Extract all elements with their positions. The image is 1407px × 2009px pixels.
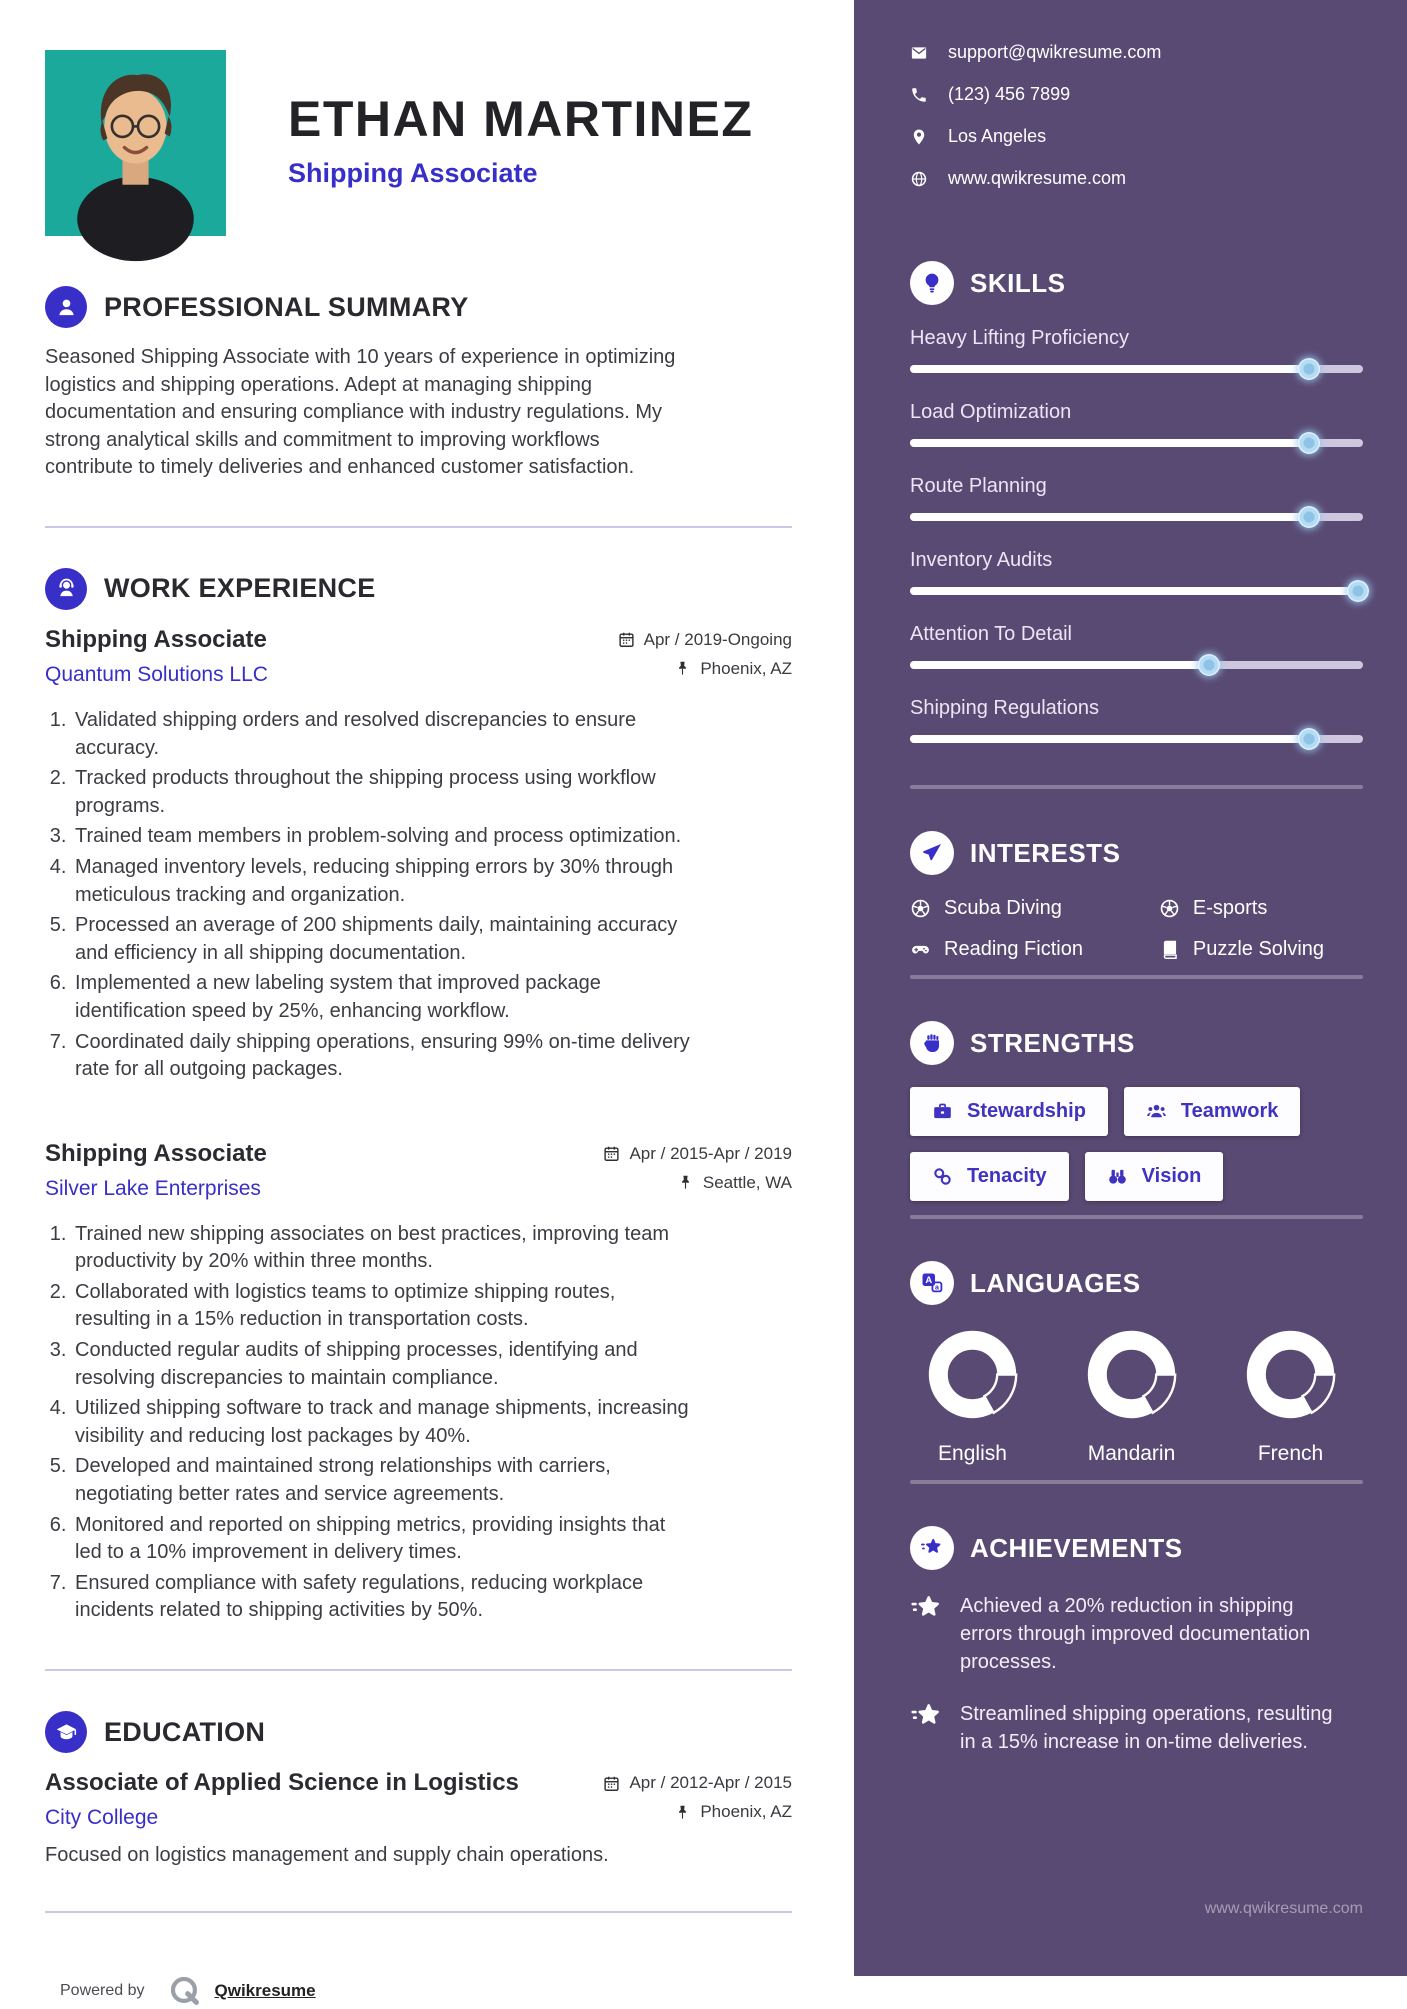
language-name: Mandarin xyxy=(1087,1442,1176,1465)
interests-list xyxy=(910,897,1363,961)
school-link[interactable]: City College xyxy=(45,1806,159,1829)
headset-person-icon xyxy=(45,568,87,610)
fist-icon xyxy=(910,1021,954,1065)
interest-label: Reading Fiction xyxy=(944,938,1083,960)
skill-name: Load Optimization xyxy=(910,401,1072,423)
skill-slider-track xyxy=(910,513,1363,521)
language-item xyxy=(1069,1327,1194,1466)
interests-section xyxy=(910,831,1363,961)
skill-slider-fill xyxy=(910,513,1309,521)
avatar-illustration xyxy=(45,50,226,236)
chain-link-icon xyxy=(932,1166,953,1187)
skill-slider-track xyxy=(910,365,1363,373)
skill-item xyxy=(910,327,1363,373)
bullet-item: 1. Validated shipping orders and resolved discrepancies to ensure accuracy. xyxy=(72,707,693,762)
strength-label: Vision xyxy=(1141,1165,1202,1187)
identity-header xyxy=(45,50,792,236)
bullet-item: 4. Managed inventory levels, reducing shipping errors by 30% through meticulous tracking and organization. xyxy=(72,854,693,909)
interest-item xyxy=(910,897,1151,920)
strength-chip xyxy=(1085,1152,1224,1201)
powered-by-footer xyxy=(45,1973,792,2009)
pushpin-icon xyxy=(674,660,691,677)
strengths-list xyxy=(910,1087,1350,1201)
summary-heading: PROFESSIONAL SUMMARY xyxy=(104,291,469,322)
binoculars-icon xyxy=(1107,1166,1128,1187)
language-name: French xyxy=(1257,1442,1324,1465)
achievements-section xyxy=(910,1526,1363,1756)
education-dates: Apr / 2012-Apr / 2015 xyxy=(629,1773,792,1792)
strength-chip xyxy=(1124,1087,1300,1136)
divider xyxy=(45,1669,792,1671)
interest-item xyxy=(910,938,1151,961)
qwikresume-logo-icon xyxy=(167,1973,203,2009)
job-title: Shipping Associate xyxy=(45,1139,267,1167)
skill-slider-fill xyxy=(910,587,1358,595)
company-link[interactable]: Quantum Solutions LLC xyxy=(45,662,268,686)
job-location: Seattle, WA xyxy=(702,1172,792,1192)
skill-slider-thumb[interactable] xyxy=(1347,580,1369,602)
bullet-item: 4. Utilized shipping software to track and manage shipments, increasing visibility and reducing lost packages by 40%. xyxy=(72,1395,693,1450)
interests-heading: INTERESTS xyxy=(970,837,1121,868)
skill-item xyxy=(910,697,1363,743)
contact-item xyxy=(910,168,1363,189)
svg-text:A: A xyxy=(925,1275,933,1287)
globe-icon xyxy=(910,170,928,188)
job-title: Shipping Associate xyxy=(45,625,267,653)
skill-slider-thumb[interactable] xyxy=(1198,654,1220,676)
job-entry xyxy=(45,626,792,1084)
envelope-icon xyxy=(910,44,928,62)
achievements-heading: ACHIEVEMENTS xyxy=(970,1532,1183,1563)
education-location: Phoenix, AZ xyxy=(700,1802,792,1821)
bullet-item: 2. Tracked products throughout the shipping process using workflow programs. xyxy=(72,765,693,820)
user-icon xyxy=(45,286,87,328)
language-donut xyxy=(1243,1327,1338,1422)
briefcase-icon xyxy=(932,1101,953,1122)
strength-chip xyxy=(910,1087,1108,1136)
strengths-section xyxy=(910,1021,1363,1201)
language-name: English xyxy=(938,1442,1007,1465)
education-section xyxy=(45,1711,792,1867)
pushpin-icon xyxy=(674,1804,691,1821)
bullet-item: 6. Monitored and reported on shipping metrics, providing insights that led to a 10% improvement in delivery times. xyxy=(72,1512,693,1567)
achievements-list xyxy=(910,1592,1363,1756)
gamepad-icon xyxy=(910,939,931,960)
interest-label: E-sports xyxy=(1192,897,1268,919)
divider xyxy=(910,785,1363,789)
interest-label: Scuba Diving xyxy=(944,897,1062,919)
skill-item xyxy=(910,549,1363,595)
calendar-icon xyxy=(603,1145,620,1162)
shooting-star-icon xyxy=(910,1526,954,1570)
language-donut xyxy=(925,1327,1020,1422)
soccer-ball-icon xyxy=(910,898,931,919)
skills-heading: SKILLS xyxy=(970,267,1066,298)
shooting-star-icon xyxy=(910,1592,944,1626)
skill-name: Inventory Audits xyxy=(910,549,1053,571)
soccer-ball-icon xyxy=(1159,898,1180,919)
summary-text: Seasoned Shipping Associate with 10 years of experience in optimizing logistics and shipping operations. Adept at managing shipping documentation and ensuring compliance with industry regulations. My strong analytical skills and commitment to improving workflows contribute to timely deliveries and enhanced customer satisfaction. xyxy=(45,346,676,479)
bullet-item: 5. Processed an average of 200 shipments daily, maintaining accuracy and efficiency in all shipping documentation. xyxy=(72,912,693,967)
team-icon xyxy=(1146,1101,1167,1122)
map-pin-icon xyxy=(910,128,928,146)
skill-slider-fill xyxy=(910,735,1309,743)
book-icon xyxy=(1159,939,1180,960)
education-note: Focused on logistics management and supply chain operations. xyxy=(45,1844,609,1866)
degree-title: Associate of Applied Science in Logistics xyxy=(45,1769,519,1796)
language-item xyxy=(1228,1327,1353,1466)
sidebar-watermark: www.qwikresume.com xyxy=(1204,1900,1363,1917)
bullet-item: 5. Developed and maintained strong relationships with carriers, negotiating better rates and service agreements. xyxy=(72,1453,693,1508)
job-location: Phoenix, AZ xyxy=(700,658,792,678)
skill-name: Heavy Lifting Proficiency xyxy=(910,327,1129,349)
calendar-icon xyxy=(603,1775,620,1792)
interest-item xyxy=(1159,897,1363,920)
contact-value[interactable]: support@qwikresume.com xyxy=(948,42,1162,62)
person-title: Shipping Associate xyxy=(288,158,538,188)
languages-list xyxy=(910,1327,1363,1466)
strengths-heading: STRENGTHS xyxy=(970,1027,1135,1058)
summary-section xyxy=(45,286,792,482)
contact-list xyxy=(910,42,1363,189)
languages-section xyxy=(910,1261,1363,1466)
skill-item xyxy=(910,475,1363,521)
skill-name: Route Planning xyxy=(910,475,1047,497)
bullet-item: 2. Collaborated with logistics teams to optimize shipping routes, resulting in a 15% reduction in transportation costs. xyxy=(72,1279,693,1334)
bullet-item: 7. Coordinated daily shipping operations, ensuring 99% on-time delivery rate for all outgoing packages. xyxy=(72,1029,693,1084)
strength-label: Stewardship xyxy=(967,1100,1086,1122)
lightbulb-icon xyxy=(910,261,954,305)
skill-slider-thumb[interactable] xyxy=(1298,506,1320,528)
skill-slider-fill xyxy=(910,661,1209,669)
strength-label: Tenacity xyxy=(967,1165,1047,1187)
translate-icon xyxy=(910,1261,954,1305)
skill-slider-track xyxy=(910,735,1363,743)
divider xyxy=(45,526,792,528)
contact-value[interactable]: (123) 456 7899 xyxy=(948,84,1071,104)
pushpin-icon xyxy=(677,1174,694,1191)
graduation-cap-icon xyxy=(45,1711,87,1753)
work-heading: WORK EXPERIENCE xyxy=(104,573,376,604)
bullet-item: 7. Ensured compliance with safety regulations, reducing workplace incidents related to shipping activities by 50%. xyxy=(72,1570,693,1625)
skill-name: Attention To Detail xyxy=(910,623,1072,645)
skills-section xyxy=(910,261,1363,771)
skill-slider-fill xyxy=(910,439,1309,447)
strength-label: Teamwork xyxy=(1180,1100,1279,1122)
skill-item xyxy=(910,623,1363,669)
skills-list xyxy=(910,327,1363,743)
powered-by-label: Powered by xyxy=(60,1982,145,1999)
job-bullet-list xyxy=(45,1221,693,1625)
education-heading: EDUCATION xyxy=(104,1716,266,1747)
job-bullet-list xyxy=(45,707,693,1084)
company-link[interactable]: Silver Lake Enterprises xyxy=(45,1176,261,1200)
achievement-item xyxy=(910,1700,1363,1756)
contact-value[interactable]: www.qwikresume.com xyxy=(948,168,1127,188)
skill-name: Shipping Regulations xyxy=(910,697,1100,719)
job-entry xyxy=(45,1140,792,1625)
person-name: ETHAN MARTINEZ xyxy=(288,91,754,147)
divider xyxy=(910,975,1363,979)
work-section xyxy=(45,568,792,1625)
skill-slider-thumb[interactable] xyxy=(1298,358,1320,380)
achievement-text: Achieved a 20% reduction in shipping errors through improved documentation processes. xyxy=(960,1595,1311,1673)
skill-slider-thumb[interactable] xyxy=(1298,728,1320,750)
skill-slider-track xyxy=(910,587,1363,595)
calendar-icon xyxy=(618,631,635,648)
achievement-text: Streamlined shipping operations, resulting in a 15% increase in on-time deliveries. xyxy=(960,1703,1333,1753)
bullet-item: 3. Trained team members in problem-solving and process optimization. xyxy=(72,823,693,851)
bullet-item: 3. Conducted regular audits of shipping processes, identifying and resolving discrepancies to maintain compliance. xyxy=(72,1337,693,1392)
qwikresume-link[interactable]: Qwikresume xyxy=(214,1981,316,2000)
skill-slider-track xyxy=(910,439,1363,447)
languages-heading: LANGUAGES xyxy=(970,1267,1141,1298)
job-dates: Apr / 2015-Apr / 2019 xyxy=(629,1143,792,1163)
sidebar xyxy=(854,0,1407,1976)
skill-slider-track xyxy=(910,661,1363,669)
achievement-item xyxy=(910,1592,1363,1676)
divider xyxy=(45,1911,792,1913)
job-dates: Apr / 2019-Ongoing xyxy=(643,629,792,649)
phone-icon xyxy=(910,86,928,104)
language-donut xyxy=(1084,1327,1179,1422)
paper-plane-icon xyxy=(910,831,954,875)
profile-photo xyxy=(45,50,226,236)
contact-item xyxy=(910,126,1363,147)
skill-item xyxy=(910,401,1363,447)
interest-label: Puzzle Solving xyxy=(1192,938,1325,960)
svg-text:a: a xyxy=(934,1284,939,1292)
strength-chip xyxy=(910,1152,1069,1201)
divider xyxy=(910,1215,1363,1219)
shooting-star-icon xyxy=(910,1700,944,1734)
contact-item xyxy=(910,84,1363,105)
bullet-item: 6. Implemented a new labeling system that improved package identification speed by 25%, enhancing workflow. xyxy=(72,970,693,1025)
bullet-item: 1. Trained new shipping associates on best practices, improving team productivity by 20% within three months. xyxy=(72,1221,693,1276)
contact-item xyxy=(910,42,1363,63)
skill-slider-fill xyxy=(910,365,1309,373)
skill-slider-thumb[interactable] xyxy=(1298,432,1320,454)
contact-value: Los Angeles xyxy=(948,126,1047,146)
divider xyxy=(910,1480,1363,1484)
language-item xyxy=(910,1327,1035,1466)
interest-item xyxy=(1159,938,1363,961)
